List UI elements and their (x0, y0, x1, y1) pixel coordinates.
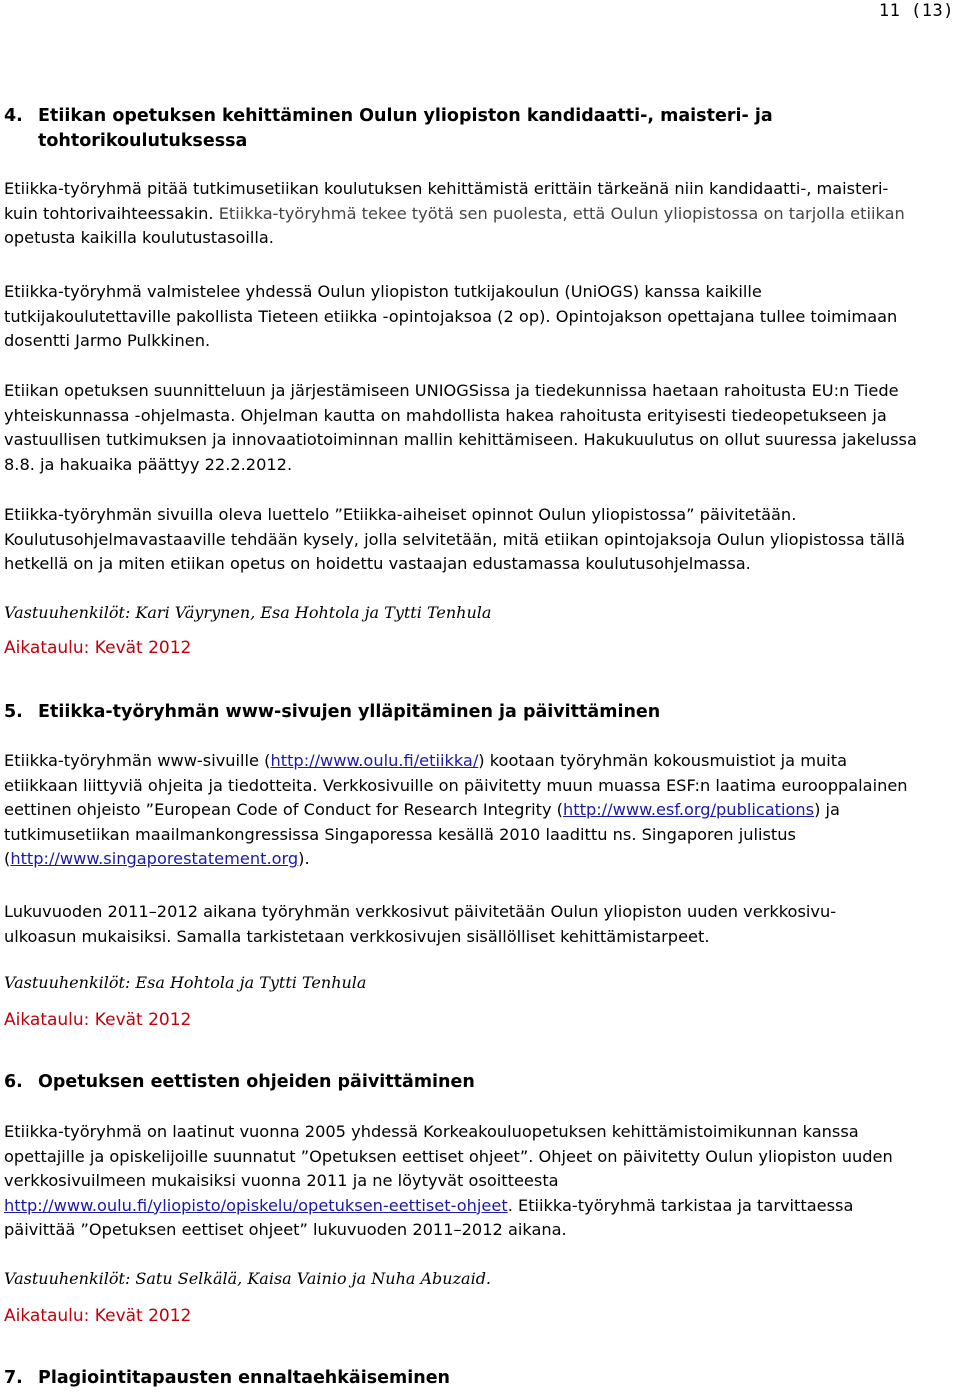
paragraph-line: tutkijakoulutettaville pakollista Tieteen etiikka -opintojaksoa (2 op). Opintojakson opettajana tullee toimimaan (4, 306, 898, 326)
paragraph-text: ). (298, 849, 310, 869)
section-7-title: Plagiointitapausten ennaltaehkäiseminen (38, 1368, 451, 1388)
paragraph-text: kuin tohtorivaihteessakin. (4, 203, 214, 223)
paragraph-text: . Etiikka-työryhmä tarkistaa ja tarvittaessa (507, 1195, 854, 1215)
section-4-paragraph-4 (4, 503, 958, 577)
paragraph-line: ulkoasun mukaisiksi. Samalla tarkistetaan verkkosivujen sisällölliset kehittämistarpeet. (4, 926, 710, 946)
paragraph-text: ( (4, 849, 11, 869)
section-5-number: 5. (4, 702, 23, 722)
paragraph-line (4, 1194, 958, 1219)
paragraph-line: Koulutusohjelmavastaaville tehdään kysely, jolla selvitetään, mitä etiikan opintojaksoja Oulun yliopistossa tällä (4, 529, 906, 549)
section-4-paragraph-2 (4, 280, 958, 354)
paragraph-line: etiikkaan liittyviä ohjeita ja tiedotteita. Verkkosivuille on päivitetty muun muassa ESF:n laatima eurooppalainen (4, 775, 908, 795)
paragraph-line: vastuullisen tutkimuksen ja innovaatiotoiminnan mallin kehittämiseen. Hakukuulutus on ollut suuressa jakelussa (4, 430, 917, 450)
section-6-title: Opetuksen eettisten ohjeiden päivittäminen (38, 1072, 475, 1092)
page-number: 11 (13) (878, 1, 954, 21)
paragraph-text: Etiikka-työryhmä tekee työtä sen puolesta, että Oulun yliopistossa on tarjolla etiikan (213, 203, 905, 223)
paragraph-line: Etiikka-työryhmän sivuilla oleva luettelo ”Etiikka-aiheiset opinnot Oulun yliopistossa” päivitetään. (4, 505, 797, 524)
ethics-guidelines-link[interactable]: http://www.oulu.fi/yliopisto/opiskelu/opetuksen-eettiset-ohjeet (4, 1195, 508, 1215)
section-4-number: 4. (4, 106, 23, 126)
paragraph-line: Etiikka-työryhmä pitää tutkimusetiikan koulutuksen kehittämistä erittäin tärkeänä niin kandidaatti-, maisteri- (4, 179, 889, 198)
section-4-paragraph-1 (4, 177, 958, 251)
paragraph-line (4, 202, 958, 227)
singapore-statement-link[interactable]: http://www.singaporestatement.org (10, 849, 299, 869)
section-6-paragraph-1 (4, 1120, 958, 1243)
esf-publications-link[interactable]: http://www.esf.org/publications (563, 800, 815, 820)
paragraph-text: ) kootaan työryhmän kokousmuistiot ja muita (478, 751, 848, 770)
paragraph-line: opettajille ja opiskelijoille suunnatut ”Opetuksen eettiset ohjeet”. Ohjeet on päivitetty Oulun yliopiston uuden (4, 1146, 893, 1166)
paragraph-line: tutkimusetiikan maailmankongressissa Singaporessa kesällä 2010 laadittu ns. Singaporen julistus (4, 824, 796, 844)
section-5-responsible: Vastuuhenkilöt: Esa Hohtola ja Tytti Tenhula (4, 973, 367, 992)
paragraph-line: Lukuvuoden 2011–2012 aikana työryhmän verkkosivut päivitetään Oulun yliopiston uuden verkkosivu- (4, 902, 837, 921)
etiikka-link[interactable]: http://www.oulu.fi/etiikka/ (270, 751, 479, 770)
section-6-responsible: Vastuuhenkilöt: Satu Selkälä, Kaisa Vainio ja Nuha Abuzaid. (4, 1269, 492, 1288)
section-4-title-line1: Etiikan opetuksen kehittäminen Oulun yliopiston kandidaatti-, maisteri- ja (38, 106, 773, 126)
paragraph-line: verkkosivuilmeen mukaisiksi vuonna 2011 ja ne löytyvät osoitteesta (4, 1171, 559, 1191)
paragraph-line (4, 847, 958, 872)
paragraph-text: eettinen ohjeisto ”European Code of Conduct for Research Integrity ( (4, 800, 563, 820)
paragraph-text: ) ja (814, 800, 840, 820)
paragraph-line (4, 798, 958, 823)
section-5-title: Etiikka-työryhmän www-sivujen ylläpitäminen ja päivittäminen (38, 702, 661, 722)
paragraph-line: Etiikan opetuksen suunnitteluun ja järjestämiseen UNIOGSissa ja tiedekunnissa haetaan rahoitusta EU:n Tiede (4, 381, 899, 400)
paragraph-line: opetusta kaikilla koulutustasoilla. (4, 228, 274, 248)
section-5-paragraph-1 (4, 749, 958, 872)
section-6-number: 6. (4, 1072, 23, 1092)
paragraph-line: yhteiskunnassa -ohjelmasta. Ohjelman kautta on mahdollista hakea rahoitusta erityisesti tiedeopetukseen ja (4, 405, 887, 425)
paragraph-line: 8.8. ja hakuaika päättyy 22.2.2012. (4, 454, 293, 474)
section-6-heading (4, 1070, 954, 1095)
section-4-heading (4, 104, 954, 154)
paragraph-line: hetkellä on ja miten etiikan opetus on hoidettu vastaajan edustamassa koulutusohjelmassa. (4, 554, 751, 574)
paragraph-line (4, 749, 958, 774)
section-4-schedule: Aikataulu: Kevät 2012 (4, 638, 192, 658)
section-4-responsible: Vastuuhenkilöt: Kari Väyrynen, Esa Hohtola ja Tytti Tenhula (4, 603, 492, 622)
paragraph-line: dosentti Jarmo Pulkkinen. (4, 331, 211, 351)
paragraph-text: Etiikka-työryhmän www-sivuille ( (4, 751, 271, 770)
paragraph-line: Etiikka-työryhmä valmistelee yhdessä Oulun yliopiston tutkijakoulun (UniOGS) kanssa kaikille (4, 282, 762, 301)
section-7-heading (4, 1366, 954, 1391)
section-7-number: 7. (4, 1368, 23, 1388)
section-6-schedule: Aikataulu: Kevät 2012 (4, 1306, 192, 1326)
section-4-paragraph-3 (4, 379, 958, 477)
paragraph-line: päivittää ”Opetuksen eettiset ohjeet” lukuvuoden 2011–2012 aikana. (4, 1220, 567, 1240)
section-4-title-line2: tohtorikoulutuksessa (38, 131, 248, 151)
section-5-heading (4, 700, 954, 725)
section-5-paragraph-2 (4, 900, 958, 949)
paragraph-line: Etiikka-työryhmä on laatinut vuonna 2005 yhdessä Korkeakouluopetuksen kehittämistoimikunnan kanssa (4, 1122, 859, 1141)
section-5-schedule: Aikataulu: Kevät 2012 (4, 1010, 192, 1030)
